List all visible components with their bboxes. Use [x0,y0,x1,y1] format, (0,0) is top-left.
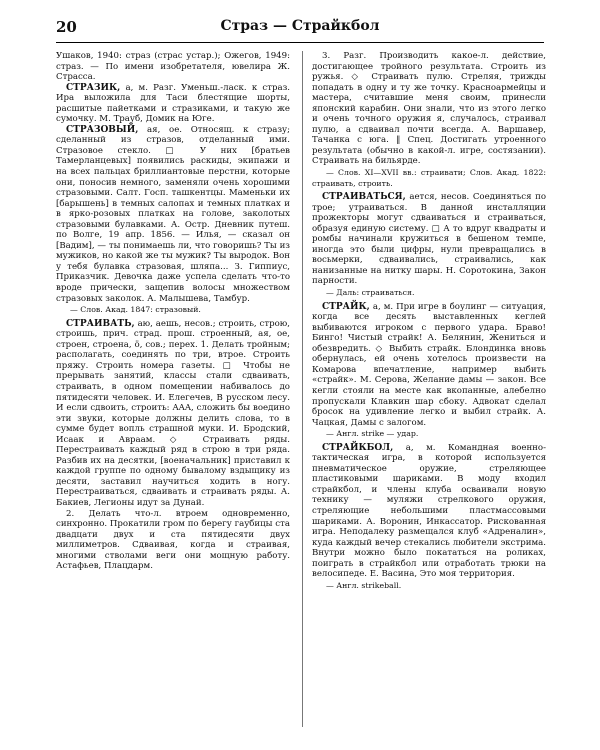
page-header [56,14,544,43]
headword: СТРАЙКБОЛ, [322,442,394,453]
left-column [56,51,290,572]
entry-sense-3: 3. Разг. Производить какое-л. действие, достигающее тройного результата. Строить из ружья. ◇ Страивать пулю. Стреляя, трижды попадать в одну и ту же точку. Красноармейцы и мастера, считавшие меня своим, принесли японский карабин. Они знали, что из этого легко и очень точного оружия я, случалось, страивал пулю, а сдваивал почти всегда. А. Варшавер, Тачанка с юга. ‖ Спец. Достигать утроенного результата (обычно в какой-л. игре, состязании). Страивать на бильярде. [312,51,546,167]
etymology-note: — Даль: страиваться. [326,288,415,298]
entry-body: а, м. Командная военно-тактическая игра, в которой используется пневматическое оружие, стреляющее пластиковыми шариками. В моду входил страйкбол, и члены клуба осваивали новую технику — муляжи стрелкового оружия, стреляющие небольшими пластмассовыми шариками. А. Воронин, Инкассатор. Рискованная игра. Неподалеку размещался клуб «Адреналин», куда каждый вечер стекались любители экстрима. Внутри можно было покататься на роликах, поиграть в страйкбол или отработать трюки на велосипеде. Е. Васина, Это моя территория. [312,442,546,580]
entry-sense-2: 2. Делать что-л. втроем одновременно, синхронно. Прокатили гром по берегу гаубицы ста двадцати двух и ста пятидесяти двух миллиметров. Сдваивая, когда и страивая, многими стволами веги они мощную работу. Астафьев, Плацдарм. [56,508,290,572]
entry-body: а, м. При игре в боулинг — ситуация, когда все десять выставленных кеглей выбиваются игроком с первого удара. Браво! Бинго! Чистый страйк! А. Белянин, Жениться и обезвредить. ◇ Выбить страйк. Блондинка вновь обернулась, ей очень хотелось произвести на Комарова впечатление, например выбить «страйк». М. Серова, Желание дамы — закон. Все кегли стояли на месте как вкопанные, алебелно пропускали Клавкин шар сбоку. Адвокат сделал бросок на удивление легко и выбил страйк. А. Чацкая, Дамы с залогом. [312,301,546,428]
headword: СТРАЗОВЫЙ, [66,124,139,135]
headword: СТРАИВАТЬСЯ, [322,192,406,203]
etymology-note: — Слов. XI—XVII вв.: страивати; Слов. Акад. 1822: страивать, строить. [312,168,546,188]
entry-body: ается, несов. Соединяться по трое; утраиваться. В данной инсталляции прожекторы могут сдваиваться и страиваться, образуя единую систему. □ А то вдруг квадраты и ромбы начинали кружиться в бешеном темпе, иногда это были цифры, нули превращались в восьмерки, сдваивались, страивались, как нанизанные на нитку шары. Н. Соротокина, Закон парности. [312,192,546,287]
entry-straikbol [312,443,546,580]
entry-straivatsya [312,192,546,287]
continuation-paragraph: Ушаков, 1940: страз (страс устар.); Ожегов, 1949: страз. — По имени изобретателя, ювелира Ж. Страсса. [56,51,290,83]
etymology-note: — Англ. strike — удар. [326,429,419,439]
headword: СТРАЙК, [322,301,370,312]
headword: СТРАЗИК, [66,82,121,93]
headword: СТРАИВАТЬ, [66,318,135,329]
entry-strazik [56,83,290,125]
etymology-note: — Слов. Акад. 1847: стразовый. [70,305,201,315]
entry-body: аю, аешь, несов.; строить, строю, строишь, прич. страд. прош. строенный, ая, ое, строен, строена, ö, сов.; перех. 1. Делать тройным; располагать, соединять по три, втрое. Строить пряжу. Строить номера газеты. □ Чтобы не прерывать занятий, классы стали сдваивать, страивать, в одном помещении набивалось до пятидесяти человек. И. Елегечев, В русском лесу. И если сдвоить, строить: AAA, сложить бы воедино эти звуки, которые должны делить слова, то в сумме будет вопль страшной муки. И. Бродский, Исаак и Авраам. ◇ Страивать ряды. Перестраивать каждый ряд в строю в три ряда. Разбив их на десятки, [военачальник] приставил к каждой группе по одному бывалому вздыщику из десяти, заставил научиться ходить в ногу. Перестраиваться, сдваивать и страивать ряды. А. Бакиев, Легионы идут за Дунай. [56,318,290,508]
etymology-note: — Англ. strikeball. [326,580,402,590]
entry-straivat [56,319,290,509]
entry-strazovyi [56,125,290,304]
entry-body: а, м. Разг. Уменьш.-ласк. к страз. Ира выложила для Таси блестящие шорты, расшитые пайетками и стразиками, и такую же сумочку. М. Трауб, Домик на Юге. [56,82,290,125]
column-divider [302,51,303,727]
running-title: Страз — Страйкбол [220,18,380,34]
entry-body: ая, ое. Относящ. к стразу; сделанный из стразов, отделанный ими. Стразовое стекло. □ У них [братьев Тамерланцевых] появились раскиды, экипажи и на всех пальцах бриллиантовые перстни, которые они, поносив немного, заменяли очень хорошими стразовыми. Салт. Госп. ташкентцы. Маменьки их [барышень] в темных салопах и темных платках и в ярко-розовых платках на голове, заколотых стразовыми булавками. А. Остр. Дневник путеш. по Волге, 19 апр. 1856. — Илья, — сказал он [Вадим], — ты понимаешь ли, что говоришь? Ты из мужиков, но какой же ты мужик? Ты выродок. Вон у тебя булавка стразовая, шляпа... З. Гиппиус, Приказчик. Девочка даже успела сделать что-то вроде прически, защепив волосы множеством стразовых заколок. А. Малышева, Тамбур. [56,124,290,304]
page-number: 20 [56,18,77,36]
entry-straik [312,302,546,429]
right-column [312,51,546,594]
